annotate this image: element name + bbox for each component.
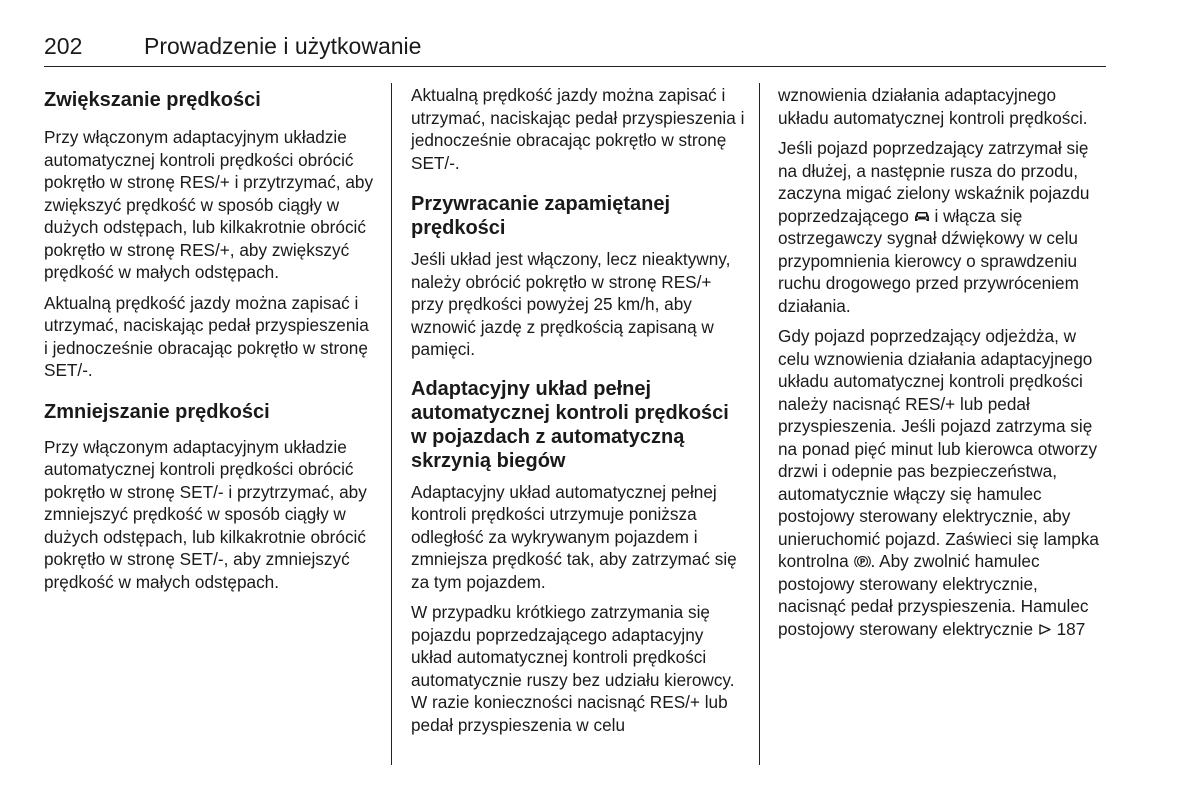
cross-reference-page[interactable]: 187 [1056, 618, 1086, 639]
header-rule [44, 66, 1106, 67]
heading-increase-speed: Zwiększanie prędkości [44, 89, 261, 111]
cross-reference-arrow-icon [1038, 619, 1052, 639]
paragraph-text: i włącza się ostrzegawczy sygnał dźwiękowy w celu przypomnienia kierowcy o sprawdzeniu ruchu drogowego przed przywróceniem działania. [778, 205, 1079, 316]
paragraph-continued: Aktualną prędkość jazdy można zapisać i utrzymać, naciskając pedał przyspieszenia i jednocześnie obracając pokrętło w stronę SET/-. [411, 85, 745, 173]
parking-brake-lamp-icon [854, 551, 871, 571]
column-divider-2 [759, 83, 760, 765]
vehicle-ahead-indicator-icon [914, 206, 930, 226]
heading-full-adaptive-cruise: Adaptacyjny układ pełnej automatycznej kontroli prędkości w pojazdach z automatyczną skrzynią biegów [411, 377, 729, 472]
column-2 [411, 84, 746, 744]
svg-text:P: P [859, 557, 865, 567]
page-title: Prowadzenie i użytkowanie [144, 33, 422, 59]
page-number: 202 [44, 33, 83, 59]
paragraph-vehicle-stopped [778, 137, 1108, 317]
heading-restore-speed: Przywracanie zapamiętanej prędkości [411, 193, 671, 239]
paragraph-text: . Aby zwolnić hamulec postojowy sterowany elektrycznie, nacisnąć pedał przyspieszenia. Hamulec postojowy sterowany elektrycznie [778, 551, 1089, 639]
paragraph-full-1: Adaptacyjny układ automatycznej pełnej kontroli prędkości utrzymuje poniższa odległość za wykrywanym pojazdem i zmniejsza prędkość tak, aby zatrzymać się za tym pojazdem. [411, 481, 737, 592]
paragraph-increase-1: Przy włączonym adaptacyjnym układzie automatycznej kontroli prędkości obrócić pokrętło w stronę RES/+ i przytrzymać, aby zwiększyć prędkość w sposób ciągły w dużych odstępach, lub kilkakrotnie obrócić pokrętło w stronę RES/+, aby zwiększyć prędkość w małych odstępach. [44, 127, 374, 282]
paragraph-increase-2: Aktualną prędkość jazdy można zapisać i utrzymać, naciskając pedał przyspieszenia i jednocześnie obracając pokrętło w stronę SET/-. [44, 292, 369, 380]
paragraph-continued: wznowienia działania adaptacyjnego układu automatycznej kontroli prędkości. [778, 85, 1088, 128]
paragraph-decrease-1: Przy włączonym adaptacyjnym układzie automatycznej kontroli prędkości obrócić pokrętło w stronę SET/- i przytrzymać, aby zmniejszyć prędkość w sposób ciągły w dużych odstępach, lub kilkakrotnie obrócić pokrętło w stronę SET/-, aby zmniejszyć prędkość w małych odstępach. [44, 436, 367, 592]
column-divider-1 [391, 83, 392, 765]
paragraph-text: Gdy pojazd poprzedzający odjeżdża, w celu wznowienia działania adaptacyjnego układu automatycznej kontroli prędkości należy nacisnąć RES/+ lub pedał przyspieszenia. Jeśli pojazd zatrzyma się na ponad pięć minut lub kierowca otworzy drzwi i odepnie pas bezpieczeństwa, automatycznie włączy się hamulec postojowy sterowany elektrycznie, aby unieruchomić pojazd. Zaświeci się lampka kontrolna [778, 326, 1099, 571]
paragraph-vehicle-departs [778, 325, 1108, 640]
paragraph-full-2: W przypadku krótkiego zatrzymania się pojazdu poprzedzającego adaptacyjny układ automatycznej kontroli prędkości automatycznie ruszy bez udziału kierowcy. W razie konieczności nacisnąć RES/+ lub pedał przyspieszenia w celu [411, 602, 735, 735]
paragraph-restore: Jeśli układ jest włączony, lecz nieaktywny, należy obrócić pokrętło w stronę RES/+ przy prędkości powyżej 25 km/h, aby wznowić jazdę z prędkością zapisaną w pamięci. [411, 249, 731, 359]
column-1 [44, 84, 374, 601]
heading-decrease-speed: Zmniejszanie prędkości [44, 400, 270, 423]
page-header [44, 33, 1106, 67]
column-3 [778, 84, 1108, 648]
paragraph-text: Jeśli pojazd poprzedzający zatrzymał się na dłużej, a następnie rusza do przodu, zaczyna migać zielony wskaźnik pojazdu poprzedzającego [778, 138, 1090, 226]
